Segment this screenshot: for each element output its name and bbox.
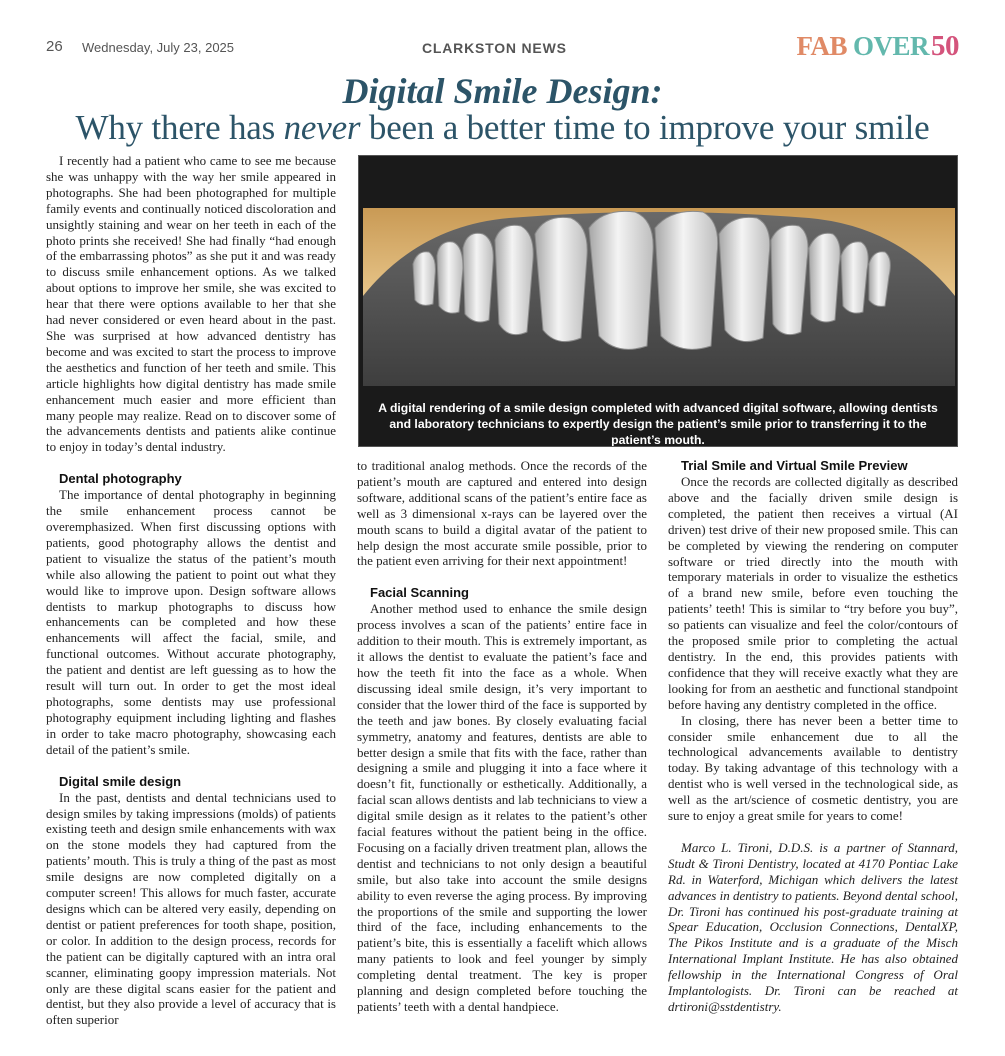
heading-digital-smile-design: Digital smile design [59, 773, 182, 789]
heading-trial-smile: Trial Smile and Virtual Smile Preview [681, 458, 908, 473]
paragraph-facial-scanning: Another method used to enhance the smile design process involves a scan of the patients’ entire face in addition to their mouth. This is extremely important, as it allows the dentist to evaluate the patient’s face and how the teeth fit into the face as a whole. When discussing ideal smile design, it’s very important to consider that the lower third of the face is supported by the teeth and jaw bones. By closely evaluating facial symmetry, anatomy and features, dentists are able to better design a smile that fits with the face, rather than designing a smile and plugging it into a face where it doesn’t fit, functionally or esthetically. Additionally, a facial scan allows dentists and lab technicians to view a digital smile design as it relates to the patient’s other facial features without the patient being in the office. Focusing on a facially driven treatment plan, allows the dentist and technicians to not only design a beautiful smile, but also take into account the smile designs ability to even reverse the aging process. By improving the proportions of the smile and supporting the lower third of the face, including enhancements to the patient’s bite, this is essentially a facelift which allows many patients to look and feel younger by simply completing dental treatment. The key is proper planning and design completed before touching the patients’ teeth with a dental handpiece. [357, 601, 647, 1014]
subtitle-pre: Why there has [75, 108, 284, 147]
photo-caption: A digital rendering of a smile design completed with advanced digital software, allowing dentists and laboratory technicians to expertly design the patient’s smile prior to transferring it to the patient’s mouth. [378, 401, 938, 447]
paragraph-digital-smile-design: In the past, dentists and dental technicians used to design smiles by taking impressions (molds) of patients existing teeth and design smile enhancements with wax on the stone models they had captured from the patients’ mouth. This is truly a thing of the past as most smile designs are now completed digitally on a computer screen! This allows for much faster, accurate designs which can be altered very easily, depending on dentist or patient preferences for tooth shape, position, or color. In addition to the design process, records for the patient can be digitally captured with an intra oral scanner, eliminating goopy impression materials. Not only are these digital scans easier for the patient and dentist, but they also provide a level of accuracy that is often superior [46, 789, 336, 1028]
paragraph-digital-smile-design-continued: to traditional analog methods. Once the records of the patient’s mouth are captured and entered into design software, additional scans of the patient’s entire face as well as 3 dimensional x-rays can be layered over the mouth scans to build a digital avatar of the patient to help design the most accurate smile possible, prior to the patient even arriving for their next appointment! [357, 458, 647, 569]
paragraph-closing: In closing, there has never been a better time to consider smile enhancement due to all the technological advancements available to dentistry today. By taking advantage of this technology with a dentist who is well versed in the technological side, as well as the art/science of cosmetic dentistry, you are sure to enjoy a great smile for years to come! [668, 712, 958, 824]
intro-paragraph: I recently had a patient who came to see me because she was unhappy with the way her smile appeared in photographs. She had been photographed for multiple family events and continually noticed discoloration and unsightly staining and wear on her teeth in each of the photo prints she received! She had finally “had enough of the embarrassing photos” as she put it and was ready to discuss smile enhancement options. As we talked about options to improve her smile, she was excited to hear that there were options available to her that she had never considered or even heard about in the past. She was surprised at how advanced dentistry has become and was excited to start the process to improve the aesthetics and function of her teeth and smile. This article highlights how digital dentistry has made smile enhancement much easier and more efficient than many people may realize. Read on to discover some of the advancements dentists and patients alike continue to enjoy in today’s dental industry. [46, 153, 336, 455]
logo-word-fab: FAB [796, 31, 847, 61]
issue-date: Wednesday, July 23, 2025 [82, 40, 235, 55]
paragraph-dental-photography: The importance of dental photography in beginning the smile enhancement process cannot be overemphasized. When first discussing options with patients, good photography allows the dentist and patient to visualize the status of the patient’s mouth while also allowing the patient to point out what they would like to improve upon. Design software allows dentists to markup photographs to discuss how enhancements can be completed and how these enhancements will affect the facial, smile, and functional outcomes. Without accurate photography, the patient and dentist are left guessing as to how the result will turn out. In order to get the most ideal photographs, some dentists may use professional photography equipment including lighting and flashes in order to take macro photography, showcasing each detail of the patient’s smile. [46, 487, 336, 757]
page-number: 26 [46, 38, 63, 55]
headline-subtitle [0, 108, 1005, 148]
paragraph-trial-smile: Once the records are collected digitally as described above and the facially driven smile design is completed, the patient then receives a virtual (AI driven) test drive of their new proposed smile. This can be completed by viewing the rendering on computer software or tried directly into the mouth with temporary materials in order to visualize the esthetics of a brand new smile, before even touching the patients’ teeth! This is similar to “try before you buy”, so patients can visualize and feel the color/contours of the proposed smile prior to completing the actual dentistry. In the end, this provides patients with confidence that they will receive exactly what they are looking for from an aesthetic and functional standpoint before having any dentistry completed in the office. [668, 474, 958, 712]
headline-title: Digital Smile Design: [342, 71, 663, 111]
heading-facial-scanning: Facial Scanning [370, 585, 469, 601]
section-logo [796, 30, 959, 63]
logo-word-over: OVER [852, 31, 929, 61]
heading-dental-photography: Dental photography [59, 471, 182, 487]
smile-rendering-photo [358, 155, 958, 447]
subtitle-emphasis: never [283, 108, 361, 147]
article-column-3 [668, 458, 958, 1015]
logo-word-50: 50 [931, 30, 959, 62]
publication-name: CLARKSTON NEWS [422, 40, 567, 56]
article-column-2 [357, 458, 647, 1015]
article-column-1 [46, 153, 336, 1028]
page-header [46, 30, 959, 64]
author-bio: Marco L. Tironi, D.D.S. is a partner of Stannard, Studt & Tironi Dentistry, located at 4170 Pontiac Lake Rd. in Waterford, Michigan which delivers the latest advances in dentistry to patients. Beyond dental school, Dr. Tironi has continued his post-graduate training at Spear Education, Occlusion Connections, DentalXP, The Pikos Institute and is a graduate of the Misch International Implant Institute. He has also obtained fellowship in the International Congress of Oral Implantologists. Dr. Tironi can be reached at drtironi@sstdentistry. [668, 839, 958, 1014]
subtitle-post: been a better time to improve your smile [360, 108, 930, 147]
